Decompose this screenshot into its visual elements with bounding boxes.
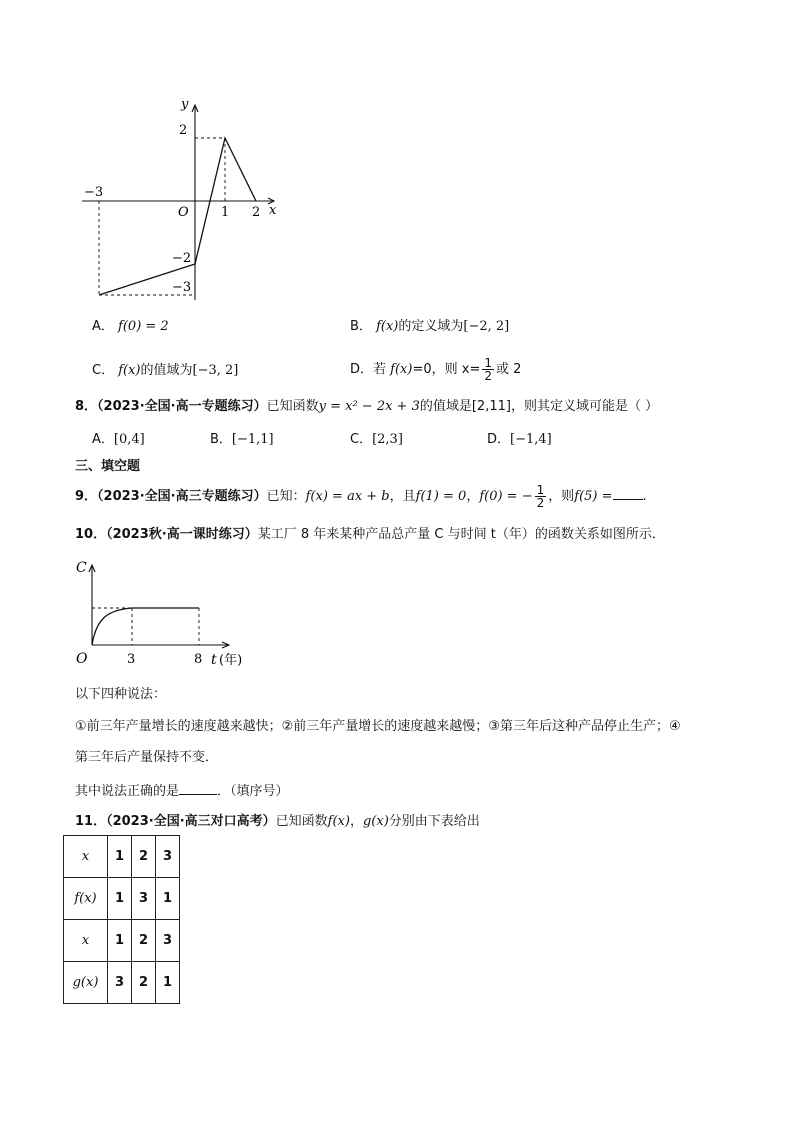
t-axis-unit: (年) xyxy=(219,653,243,668)
q7-option-c: C． f(x)的值域为[−3, 2] xyxy=(92,363,239,378)
fraction-one-half: $\frac{1}{2}$ xyxy=(536,483,545,510)
table-row xyxy=(64,836,180,878)
q10-answer-line: 其中说法正确的是 ．（填序号） xyxy=(75,780,289,801)
t-axis-label: t xyxy=(211,652,217,668)
q8-option-b: B．[−1,1] xyxy=(210,432,274,447)
table-cell: 1 xyxy=(156,962,180,1004)
table-cell: 2 xyxy=(132,836,156,878)
q7-option-b: B． f(x)的定义域为[−2, 2] xyxy=(350,319,510,334)
x-axis-label: x xyxy=(269,203,277,218)
row-header: x xyxy=(64,920,108,962)
row-header: g(x) xyxy=(64,962,108,1004)
q7-option-d: D．若 f(x)=0，则 x= $\frac{1}{2}$ 或 2 xyxy=(350,356,522,383)
table-cell: 3 xyxy=(156,920,180,962)
q10-stem: 10．（2023秋·高一课时练习）某工厂 8 年来某种产品总产量 C 与时间 t（年）的函数关系如图所示． xyxy=(75,527,665,542)
q7-option-a: A． f(0) = 2 xyxy=(92,319,169,334)
fraction-one-half: $\frac{1}{2}$ xyxy=(484,356,492,383)
x-tick-1: 1 xyxy=(221,205,230,220)
c-axis-label: C xyxy=(76,560,87,576)
table-cell: 1 xyxy=(108,836,132,878)
q8-option-a: A．[0,4] xyxy=(92,432,145,447)
production-graph xyxy=(70,555,255,670)
q8-option-d: D．[−1,4] xyxy=(487,432,552,447)
q10-intro: 以下四种说法： xyxy=(75,687,167,702)
y-tick-2: 2 xyxy=(179,123,188,138)
origin-label: O xyxy=(76,651,88,667)
q10-statements-line2: 第三年后产量保持不变． xyxy=(75,750,219,765)
t-tick-3: 3 xyxy=(127,652,136,667)
table-cell: 3 xyxy=(108,962,132,1004)
function-table xyxy=(63,835,180,1004)
y-tick-neg2: −2 xyxy=(172,251,192,266)
table-cell: 3 xyxy=(132,878,156,920)
x-tick-2: 2 xyxy=(252,205,261,220)
table-cell: 1 xyxy=(156,878,180,920)
piecewise-graph xyxy=(80,95,290,305)
row-header: f(x) xyxy=(64,878,108,920)
table-cell: 2 xyxy=(132,920,156,962)
x-tick-neg3: −3 xyxy=(84,185,104,200)
table-row xyxy=(64,920,180,962)
section-heading: 三、填空题 xyxy=(75,459,141,474)
y-tick-neg3: −3 xyxy=(172,280,192,295)
q9-stem: 9．（2023·全国·高三专题练习）已知：f(x) = ax + b，且f(1) = 0，f(0) = − $\frac{1}{2}$ ，则f(5) = . xyxy=(75,483,647,510)
q8-stem: 8．（2023·全国·高一专题练习）已知函数y = x² − 2x + 3的值域是[2,11]，则其定义域可能是（ ） xyxy=(75,399,659,414)
t-tick-8: 8 xyxy=(194,652,203,667)
q7-a-expr: f(0) = 2 xyxy=(118,319,169,334)
table-row xyxy=(64,962,180,1004)
table-row xyxy=(64,878,180,920)
table-cell: 2 xyxy=(132,962,156,1004)
q8-option-c: C．[2,3] xyxy=(350,432,403,447)
table-cell: 1 xyxy=(108,878,132,920)
origin-label: O xyxy=(178,205,189,220)
table-cell: 1 xyxy=(108,920,132,962)
production-curve xyxy=(92,608,199,645)
answer-blank[interactable] xyxy=(179,780,217,795)
row-header: x xyxy=(64,836,108,878)
y-axis-label: y xyxy=(181,97,189,112)
q10-statements-line1: ①前三年产量增长的速度越来越快；②前三年产量增长的速度越来越慢；③第三年后这种产品停止生产；④ xyxy=(75,719,681,734)
table-cell: 3 xyxy=(156,836,180,878)
q11-stem: 11．（2023·全国·高三对口高考）已知函数f(x)，g(x)分别由下表给出 xyxy=(75,814,480,829)
answer-blank[interactable] xyxy=(613,485,643,500)
